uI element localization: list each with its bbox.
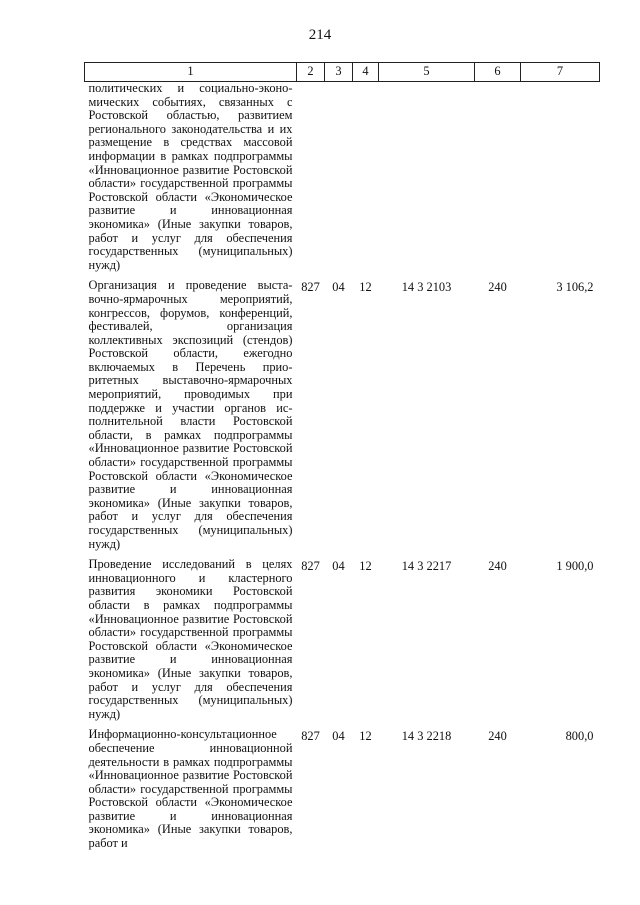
- cell-target-article: 14 3 2103: [401, 280, 452, 295]
- cell-amount: [521, 82, 600, 273]
- column-header-7: 7: [521, 63, 600, 82]
- budget-table: [84, 62, 600, 851]
- column-header-4: 4: [353, 63, 379, 82]
- row-description: Проведение исследований в целях инновационного и кластерного развития экономики Ростовской области в рамках подпрограммы «Инновационное развитие Ростовской области» государственной программы Ростовской области «Экономическое развитие и инновационная экономика» (Иные закупки товаров, работ и услуг для обеспечения государственных (муниципальных) нужд): [88, 557, 293, 721]
- table-row: [85, 551, 600, 721]
- cell-section: [325, 82, 353, 273]
- row-description: Информационно-консультационное обеспечение инновационной деятельности в рамках подпрограммы «Инновационное развитие Ростовской области» государственной программы Ростовской области «Экономическое развитие и инновационная экономика» (Иные закупки товаров, работ и: [88, 727, 293, 851]
- cell-expense-type: 240: [488, 729, 507, 744]
- table-row: [85, 82, 600, 273]
- cell-subsection: 12: [359, 559, 372, 574]
- header-row: [85, 63, 600, 82]
- cell-target-article: 14 3 2217: [401, 559, 452, 574]
- cell-target-article: [379, 82, 475, 273]
- cell-ministry: [297, 82, 325, 273]
- cell-ministry: 827: [301, 559, 320, 574]
- cell-subsection: 12: [359, 729, 372, 744]
- cell-section: 04: [332, 559, 345, 574]
- cell-amount: 1 900,0: [556, 559, 594, 574]
- cell-amount: 3 106,2: [556, 280, 594, 295]
- page-number: 214: [308, 27, 332, 43]
- column-header-2: 2: [297, 63, 325, 82]
- table-row: [85, 721, 600, 850]
- cell-expense-type: [475, 82, 521, 273]
- cell-ministry: 827: [301, 280, 320, 295]
- column-header-1: 1: [85, 63, 297, 82]
- row-description: Организация и проведение выставочно-ярмарочных мероприятий, конгрессов, форумов, конференций, фестивалей, организация коллективных экспозиций (стендов) Ростовской области, ежегодно включаемых в Перечень приоритетных выставочно-ярмарочных мероприятий, проводимых при поддержке и участии органов исполнительной власти Ростовской области, в рамках подпрограммы «Инновационное развитие Ростовской области» государственной программы Ростовской области «Экономическое развитие и инновационная экономика» (Иные закупки товаров, работ и услуг для обеспечения государственных (муниципальных) нужд): [88, 278, 293, 551]
- cell-expense-type: 240: [488, 559, 507, 574]
- row-description: политических и социально-экономических событиях, связанных с Ростовской областью, развитием регионального законодательства и их размещение в средствах массовой информации в рамках подпрограммы «Инновационное развитие Ростовской области» государственной программы Ростовской области «Экономическое развитие и инновационная экономика» (Иные закупки товаров, работ и услуг для обеспечения государственных (муниципальных) нужд): [88, 81, 293, 272]
- cell-amount: 800,0: [565, 729, 594, 744]
- cell-subsection: 12: [359, 280, 372, 295]
- column-header-5: 5: [379, 63, 475, 82]
- cell-section: 04: [332, 280, 345, 295]
- cell-section: 04: [332, 729, 345, 744]
- cell-expense-type: 240: [488, 280, 507, 295]
- cell-ministry: 827: [301, 729, 320, 744]
- cell-subsection: [353, 82, 379, 273]
- cell-target-article: 14 3 2218: [401, 729, 452, 744]
- column-header-3: 3: [325, 63, 353, 82]
- table-row: [85, 272, 600, 551]
- column-header-6: 6: [475, 63, 521, 82]
